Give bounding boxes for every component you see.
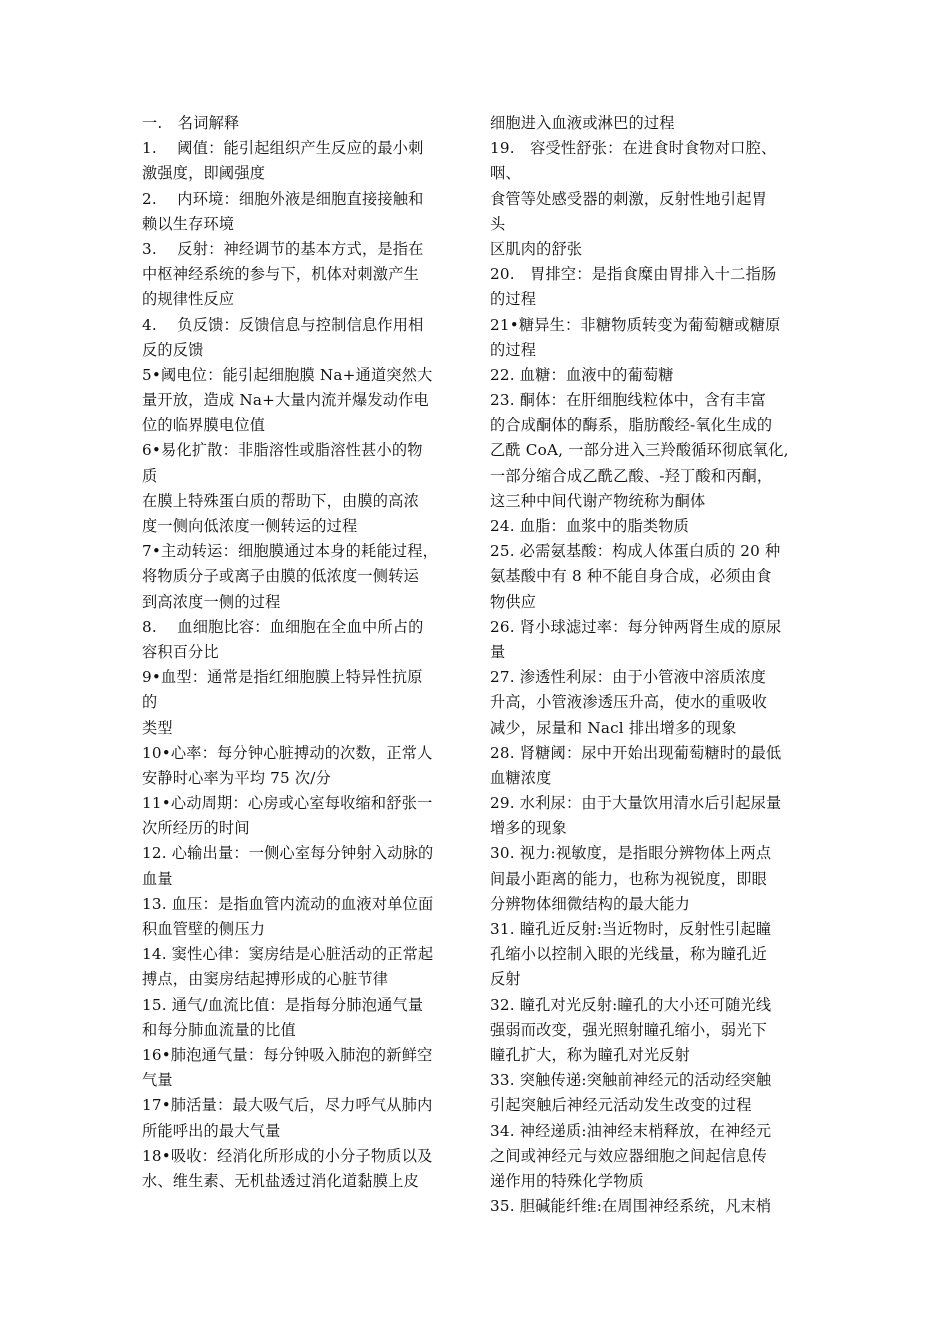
right-column-text-line: 19. 容受性舒张：在进食时食物对口腔、	[490, 139, 777, 158]
left-column-text-line: 到高浓度一侧的过程	[142, 592, 281, 611]
right-column-text-line: 这三种中间代谢产物统称为酮体	[490, 491, 706, 510]
left-column-text-line: 17•肺活量：最大吸气后，尽力呼气从肺内	[142, 1096, 433, 1115]
right-column-text-line: 减少，尿量和 Nacl 排出增多的现象	[490, 718, 737, 737]
right-column-text-line: 24. 血脂：血浆中的脂类物质	[490, 517, 690, 535]
left-column-text-line: 7•主动转运：细胞膜通过本身的耗能过程，	[142, 542, 438, 561]
left-column-text-line: 积血管壁的侧压力	[142, 920, 266, 938]
right-column-text-line: 21•糖异生：非糖物质转变为葡萄糖或糖原	[490, 315, 781, 334]
left-column-text-line: 一. 名词解释	[142, 114, 240, 132]
right-column-text-line: 35. 胆碱能纤维:在周围神经系统，凡末梢	[490, 1197, 772, 1216]
right-column-text-line: 升高，小管液渗透压升高，使水的重吸收	[490, 693, 767, 712]
left-column-text-line: 11•心动周期：心房或心室每收缩和舒张一	[142, 794, 433, 813]
left-column-text-line: 13. 血压：是指血管内流动的血液对单位面	[142, 894, 434, 913]
right-column-text-line: 递作用的特殊化学物质	[490, 1171, 644, 1190]
left-column	[142, 111, 472, 1194]
right-column-text-line: 22. 血糖：血液中的葡萄糖	[490, 365, 674, 384]
right-column-text-line: 引起突触后神经元活动发生改变的过程	[490, 1096, 752, 1115]
right-column-text-line: 头	[490, 214, 506, 233]
right-column-text-line: 20. 胃排空：是指食糜由胃排入十二指肠	[490, 265, 777, 284]
right-column-text-line: 之间或神经元与效应器细胞之间起信息传	[490, 1146, 767, 1165]
left-column-text-line: 容积百分比	[142, 642, 219, 661]
right-column-text-line: 23. 酮体：在肝细胞线粒体中，含有丰富	[490, 391, 766, 410]
left-column-text-line: 15. 通气/血流比值：是指每分肺泡通气量	[142, 995, 424, 1014]
right-column-text-line: 间最小距离的能力，也称为视锐度，即眼	[490, 869, 767, 888]
right-column-text-line: 强弱而改变，强光照射瞳孔缩小，弱光下	[490, 1020, 767, 1039]
left-column-text-line: 血量	[142, 869, 173, 888]
right-column-text-line: 区肌肉的舒张	[490, 239, 583, 258]
left-column-text-line: 1. 阈值：能引起组织产生反应的最小刺	[142, 139, 424, 158]
right-column-text-line: 32. 瞳孔对光反射:瞳孔的大小还可随光线	[490, 995, 772, 1014]
right-column-text-line: 瞳孔扩大，称为瞳孔对光反射	[490, 1045, 691, 1064]
left-column-text-line: 搏点，由窦房结起搏形成的心脏节律	[142, 970, 389, 989]
left-column-text-line: 在膜上特殊蛋白质的帮助下，由膜的高浓	[142, 491, 419, 510]
right-column-text-line: 30. 视力:视敏度，是指眼分辨物体上两点	[490, 844, 772, 863]
right-column-text-line: 的过程	[490, 290, 537, 309]
right-column	[490, 111, 820, 1219]
right-column-text-line: 34. 神经递质:油神经末梢释放，在神经元	[490, 1121, 772, 1140]
left-column-text-line: 安静时心率为平均 75 次/分	[142, 768, 331, 787]
left-column-text-line: 反的反馈	[142, 340, 204, 359]
left-column-text-line: 3. 反射：神经调节的基本方式，是指在	[142, 239, 424, 258]
left-column-text-line: 气量	[142, 1071, 173, 1090]
right-column-text-line: 分辨物体细微结构的最大能力	[490, 894, 691, 913]
left-column-text-line: 2. 内环境：细胞外液是细胞直接接触和	[142, 189, 424, 208]
right-column-text-line: 氨基酸中有 8 种不能自身合成，必须由食	[490, 567, 772, 586]
right-column-text-line: 的过程	[490, 340, 537, 359]
left-column-text-line: 5•阈电位：能引起细胞膜 Na+通道突然大	[142, 365, 433, 384]
left-column-text-line: 9•血型：通常是指红细胞膜上特异性抗原	[142, 668, 423, 687]
right-column-text-line: 26. 肾小球滤过率：每分钟两肾生成的原尿	[490, 617, 782, 636]
right-column-text-line: 25. 必需氨基酸：构成人体蛋白质的 20 种	[490, 542, 781, 561]
right-column-text-line: 的合成酮体的酶系，脂肪酸经-氧化生成的	[490, 416, 773, 435]
right-column-text-line: 29. 水利尿：由于大量饮用清水后引起尿量	[490, 794, 782, 813]
right-column-text-line: 28. 肾糖阈：尿中开始出现葡萄糖时的最低	[490, 743, 782, 762]
left-column-text-line: 16•肺泡通气量：每分钟吸入肺泡的新鲜空	[142, 1045, 433, 1064]
right-column-text-line: 31. 瞳孔近反射:当近物时，反射性引起瞳	[490, 920, 772, 938]
right-column-text-line: 食管等处感受器的刺激，反射性地引起胃	[490, 189, 767, 208]
left-column-text-line: 所能呼出的最大气量	[142, 1121, 281, 1140]
right-column-text-line: 量	[490, 642, 506, 661]
right-column-text-line: 细胞进入血液或淋巴的过程	[490, 114, 675, 132]
left-column-text-line: 6•易化扩散：非脂溶性或脂溶性甚小的物	[142, 441, 423, 460]
left-column-text-line: 水、维生素、无机盐透过消化道黏膜上皮	[142, 1171, 419, 1190]
left-column-text-line: 中枢神经系统的参与下，机体对刺激产生	[142, 265, 419, 284]
left-column-text-line: 10•心率：每分钟心脏搏动的次数，正常人	[142, 743, 433, 762]
right-column-text-line: 血糖浓度	[490, 768, 552, 787]
right-column-text-line: 反射	[490, 970, 521, 989]
left-column-text-line: 位的临界膜电位值	[142, 416, 266, 435]
right-column-text-line: 物供应	[490, 592, 537, 611]
right-column-text-line: 咽、	[490, 164, 521, 183]
left-column-text-line: 类型	[142, 718, 173, 737]
right-column-text-line: 27. 渗透性利尿：由于小管液中溶质浓度	[490, 668, 766, 687]
left-column-text-line: 质	[142, 466, 158, 485]
left-column-text-line: 度一侧向低浓度一侧转运的过程	[142, 517, 358, 535]
left-column-text-line: 次所经历的时间	[142, 819, 250, 838]
left-column-text-line: 量开放，造成 Na+大量内流并爆发动作电	[142, 391, 429, 410]
right-column-text-line: 增多的现象	[490, 819, 567, 838]
left-column-text-line: 12. 心输出量：一侧心室每分钟射入动脉的	[142, 844, 434, 863]
left-column-text-line: 18•吸收：经消化所形成的小分子物质以及	[142, 1146, 433, 1165]
left-column-text-line: 14. 窦性心律：窦房结是心脏活动的正常起	[142, 945, 434, 964]
right-column-text-line: 33. 突触传递:突触前神经元的活动经突触	[490, 1071, 772, 1090]
right-column-text-line: 乙酰 CoA, 一部分进入三羚酸循环彻底氧化,	[490, 441, 789, 460]
left-column-text-line: 将物质分子或离子由膜的低浓度一侧转运	[142, 567, 419, 586]
right-column-text-line: 孔缩小以控制入眼的光线量，称为瞳孔近	[490, 945, 767, 964]
left-column-text-line: 赖以生存环境	[142, 214, 235, 233]
left-column-text-line: 激强度，即阈强度	[142, 164, 266, 183]
left-column-text-line: 8. 血细胞比容：血细胞在全血中所占的	[142, 617, 424, 636]
left-column-text-line: 4. 负反馈：反馈信息与控制信息作用相	[142, 315, 424, 334]
left-column-text-line: 的规律性反应	[142, 290, 235, 309]
left-column-text-line: 的	[142, 693, 158, 712]
left-column-text-line: 和每分肺血流量的比值	[142, 1020, 296, 1039]
right-column-text-line: 一部分缩合成乙酰乙酸、-羟丁酸和丙酮，	[490, 466, 773, 485]
